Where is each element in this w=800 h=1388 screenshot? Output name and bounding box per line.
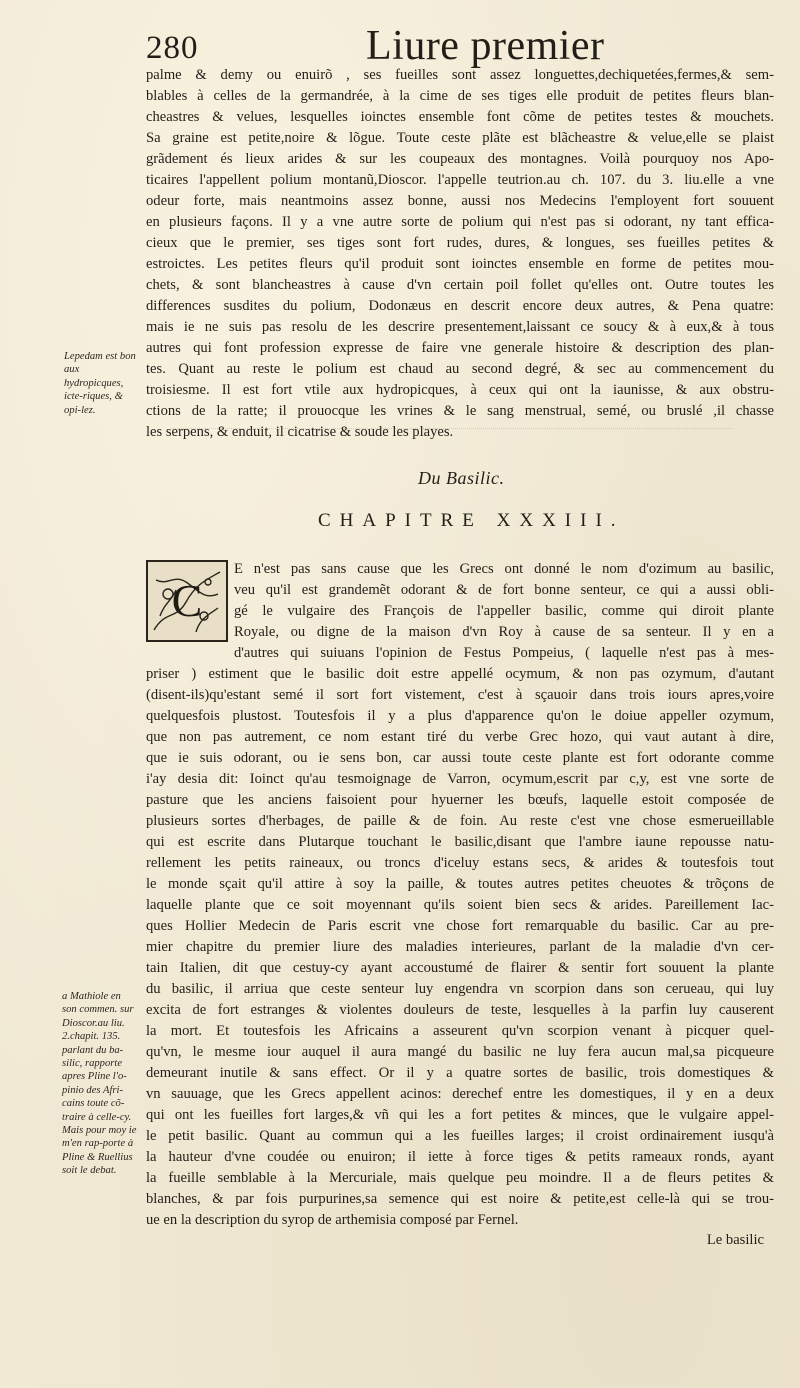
margin-note-lepedam: Lepedam est bon aux hydropicques, icte-riques, & opi-lez.	[64, 351, 136, 416]
text-line: le monde sçait qu'il attire à soy la paille, & toutes autres petites cheuotes & trõçons de	[146, 876, 774, 892]
margin-note-mathiole: a Mathiole en son commen. sur Dioscor.au liu. 2.chapit. 135. parlant du ba-silic, rapporte apres Pline l'o-pinio des Afri-cains toute cõ-traire à celle-cy. Mais pour moy ie m'en rap-porte à Pline & Ruellius soit le debat.	[62, 991, 137, 1177]
text-line: tain Italien, dit que cestuy-cy ayant accoustumé de flairer & sentir fort souuent la plante	[146, 960, 774, 976]
chapter-text	[146, 559, 774, 1231]
text-line: tes. Quant au reste le polium est chaud au second degré, & sec au commencement du	[146, 361, 774, 377]
text-line: demeurant inutile & sans effect. Or il y a quatre sortes de basilic, trois domestiques &	[146, 1065, 774, 1081]
text-line: ctions de la ratte; il prouocque les vrines & le sang menstrual, semé, ou bruslé ,il chasse	[146, 403, 774, 419]
text-line: autres qui font profession expresse de faire vne generale histoire & description des plan-	[146, 340, 774, 356]
text-line: priser ) estiment que le basilic doit estre appellé ocymum, & non pas ozymum, d'autant	[146, 666, 774, 682]
text-line: les serpens, & enduit, il cicatrise & soude les playes.	[146, 424, 454, 440]
text-line: qui ont les fueilles fort larges,& vñ qui les a fort petites & minces, que le vulgaire appel-	[146, 1107, 774, 1123]
text-line: odeur forte, mais neantmoins assez bonne, aussi nos Medecins l'employent fort souuent	[146, 193, 774, 209]
chapter-heading: CHAPITRE XXXIII.	[318, 510, 625, 531]
text-line: pasture que les anciens faisoient pour hyuerner les bœufs, laquelle estoit composée de	[146, 792, 774, 808]
text-line: grãdement és lieux arides & sur les coupeaux des montagnes. Voilà pourquoy nos Apo-	[146, 151, 774, 167]
text-line: cieux que le premier, ses tiges sont fort rudes, dures, & longues, ses fueilles petites &	[146, 235, 774, 251]
text-line: la hauteur d'vne coudée ou enuiron; il iette à force tiges & petits rameaux ronds, ayant	[146, 1149, 774, 1165]
text-line: excita de fort estranges & violentes douleurs de teste, lesquelles à la parfin luy causerent	[146, 1002, 774, 1018]
text-line: que non pas autrement, ce nom estant tiré du verbe Grec hozo, qui vaut autant à dire,	[146, 729, 774, 745]
text-line: le petit basilic. Quant au commun qui a les fueilles larges; il croist ordinairement iusqu'à	[146, 1128, 774, 1144]
text-line: en plusieurs façons. Il y a vne autre sorte de polium qui n'est pas si odorant, ny tant effica-	[146, 214, 774, 230]
text-line: plusieurs sortes d'herbages, de paille & de foin. Au reste c'est vne chose esmerueillable	[146, 813, 774, 829]
book-title: Liure premier	[366, 23, 605, 69]
text-line: mais ie ne suis pas resolu de les descrire presentement,laissant ce soucy & à eux,& à tous	[146, 319, 774, 335]
text-line: quelquesfois plustost. Toutesfois il y a plus d'apparence qu'on le doiue appeller ozymum,	[146, 708, 774, 724]
text-line: ue en la description du syrop de arthemisia composé par Fernel.	[146, 1212, 519, 1228]
text-line: qui est escrite dans Plutarque touchant le basilic,disant que l'ambre iaune repousse natu-	[146, 834, 774, 850]
text-line: troisiesme. Il est fort vtile aux hydropicques, à ceux qui ont la iaunisse, & aux obstru-	[146, 382, 774, 398]
text-line: i'ay desia dit: Ioinct qu'au tesmoignage de Varron, ocymum,escrit par c,y, est vne sorte de	[146, 771, 774, 787]
text-line: la fueille semblable à la Mercuriale, mais quelque peu moindre. Il a de fleurs petites &	[146, 1170, 774, 1186]
text-line: ticaires l'appellent polium montanũ,Dioscor. l'appelle teutrion.au ch. 107. du 3. liu.elle a vne	[146, 172, 774, 188]
text-line: veu qu'il est grandemẽt odorant & de fort bonne senteur, ce qui a aussi obli-	[234, 582, 774, 598]
text-line: estroictes. Les petites fleurs qu'il produit sont ioinctes ensemble en forme de petites mou-	[146, 256, 774, 272]
text-line: E n'est pas sans cause que les Grecs ont donné le nom d'ozimum au basilic,	[234, 561, 774, 577]
catchword: Le basilic	[706, 1232, 764, 1248]
text-line: (disent-ils)qu'estant semé il sort fort vistement, c'est à sçauoir dans trois iours apres,voire	[146, 687, 774, 703]
section-title: Du Basilic.	[418, 468, 505, 488]
top-section-text	[146, 65, 774, 443]
text-line: Royale, ou digne de la maison d'vn Roy à cause de sa senteur. Il y en a	[234, 624, 774, 640]
running-head	[144, 22, 764, 70]
text-line: gé le vulgaire des François de l'appeller basilic, comme qui diroit plante	[234, 603, 774, 619]
text-line: d'autres qui suiuans l'opinion de Festus Pompeius, ( laquelle n'est pas à mes-	[234, 645, 774, 661]
page-number: 280	[146, 30, 199, 66]
text-line: palme & demy ou enuirõ , ses fueilles sont assez longuettes,dechiquetées,fermes,& sem-	[146, 67, 774, 83]
section-divider	[172, 428, 732, 451]
text-line: du basilic, il arriua que ceste senteur luy engendra vn scorpion dans son cerueau, qui luy	[146, 981, 774, 997]
text-line: ques Hollier Medecin de Paris escrit vne chose fort remarquable du basilic. Car au pre-	[146, 918, 774, 934]
text-line: mier chapitre du premier liure des maladies interieures, parlant de la maladie d'vn cer-	[146, 939, 774, 955]
text-line: laquelle plante que ce soit moyennant qu'ils soient bien secs & arides. Pareillement Iac-	[146, 897, 774, 913]
svg-text:C: C	[171, 575, 203, 626]
text-line: Sa graine est petite,noire & lõgue. Toute ceste plãte est blãcheastre & velue,elle se plaist	[146, 130, 774, 146]
text-line: qu'vn, le mesme iour auquel il aura mangé du basilic ne luy fera aucun mal,sa picqueure	[146, 1044, 774, 1060]
text-line: blanches, & par fois purpurines,sa semence qui est noire & petite,est celle-là qui se trou-	[146, 1191, 774, 1207]
text-line: la mort. Et toutesfois les Africains a asseurent qu'vn scorpion venant à picquer quel-	[146, 1023, 774, 1039]
text-line: que ie suis odorant, ou ie sens bon, car aussi toute ceste plante est fort odorante comme	[146, 750, 774, 766]
text-line: chets, & sont blancheastres à cause d'vn certain poil follet qu'elles ont. Outre toutes les	[146, 277, 774, 293]
text-line: differences susdites du polium, Dodonæus en descrit encore deux autres, & Pena quatre:	[146, 298, 774, 314]
text-line: vn sauuage, que les Grecs appellent acinos: derechef entre les domestiques, il y en a deux	[146, 1086, 774, 1102]
text-line: blables à celles de la germandrée, à la cime de ses tiges elle produit de petites fleurs blan-	[146, 88, 774, 104]
text-line: cheastres & velues, lesquelles ioinctes ensemble font cõme de petites testes & mouchets.	[146, 109, 774, 125]
text-line: rellement les petits raineaux, ou troncs d'iceluy estans secs, & arides & toutesfois tout	[146, 855, 774, 871]
